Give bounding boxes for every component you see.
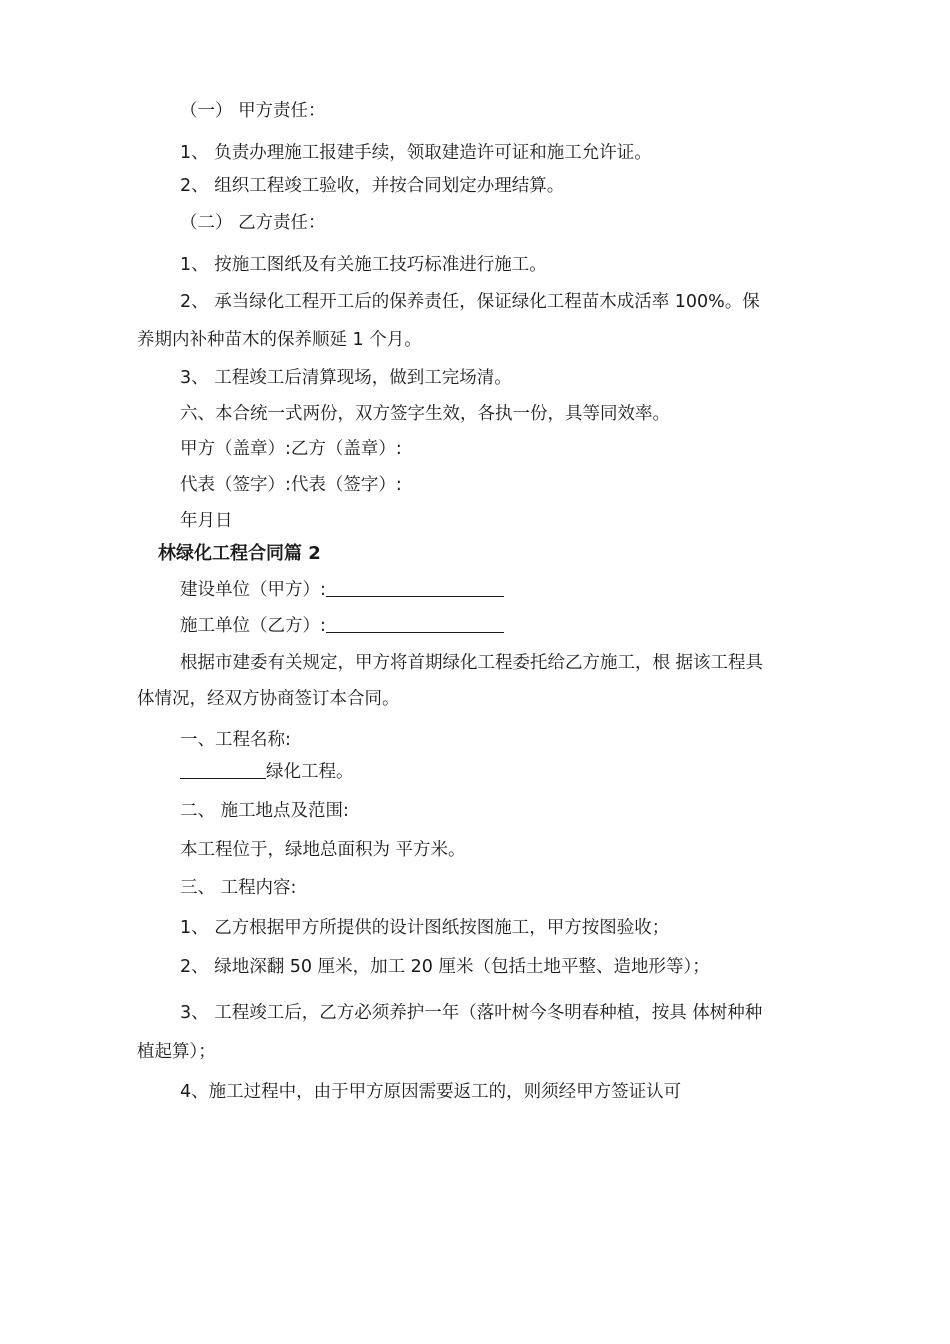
text-line: 1、 乙方根据甲方所提供的设计图纸按图施工，甲方按图验收； <box>180 918 670 938</box>
text-line: 六、本合统一式两份，双方签字生效，各执一份，具等同效率。 <box>180 404 670 424</box>
field-label: 施工单位（乙方）: <box>180 616 326 636</box>
signature-seal-line: 甲方（盖章）:乙方（盖章）: <box>180 439 402 459</box>
field-label: 建设单位（甲方）: <box>180 580 326 600</box>
date-line: 年月日 <box>180 511 233 531</box>
text-line: 2、 组织工程竣工验收，并按合同划定办理结算。 <box>180 176 565 196</box>
text-line: 植起算）； <box>137 1042 216 1062</box>
text-line: 养期内补种苗木的保养顺延 1 个月。 <box>137 330 422 350</box>
text-line: 2、 绿地深翻 50 厘米，加工 20 厘米（包括土地平整、造地形等）； <box>180 957 710 977</box>
blank-underline <box>326 614 504 633</box>
text-line: 根据市建委有关规定，甲方将首期绿化工程委托给乙方施工，根 据该工程具 <box>180 653 764 673</box>
text-line: 本工程位于，绿地总面积为 平方米。 <box>180 840 466 860</box>
text-line: 3、 工程竣工后，乙方必须养护一年（落叶树今冬明春种植，按具 体树种种 <box>180 1003 763 1023</box>
contract-title: 林绿化工程合同篇 2 <box>158 543 321 564</box>
field-party-b <box>180 614 504 638</box>
section-heading-content: 三、 工程内容: <box>180 878 297 898</box>
text-line: 体情况，经双方协商签订本合同。 <box>137 689 400 709</box>
text-line: 一、工程名称: <box>180 730 291 750</box>
section-heading-party-b: （二） 乙方责任： <box>180 213 326 233</box>
signature-representative-line: 代表（签字）:代表（签字）: <box>180 475 402 495</box>
field-party-a <box>180 578 504 602</box>
section-heading-party-a: （一） 甲方责任： <box>180 101 326 121</box>
section-heading-location: 二、 施工地点及范围: <box>180 801 349 821</box>
blank-underline <box>326 578 504 597</box>
text-line: 2、 承当绿化工程开工后的保养责任，保证绿化工程苗木成活率 100%。保 <box>180 292 760 312</box>
project-name-line <box>180 760 354 784</box>
text-line: 1、 按施工图纸及有关施工技巧标准进行施工。 <box>180 255 547 275</box>
project-name-suffix: 绿化工程。 <box>266 762 354 782</box>
text-line: 1、 负责办理施工报建手续，领取建造许可证和施工允许证。 <box>180 143 652 163</box>
text-line: 3、 工程竣工后清算现场，做到工完场清。 <box>180 368 512 388</box>
blank-underline <box>180 760 266 779</box>
text-line: 4、施工过程中，由于甲方原因需要返工的，则须经甲方签证认可 <box>180 1082 682 1102</box>
